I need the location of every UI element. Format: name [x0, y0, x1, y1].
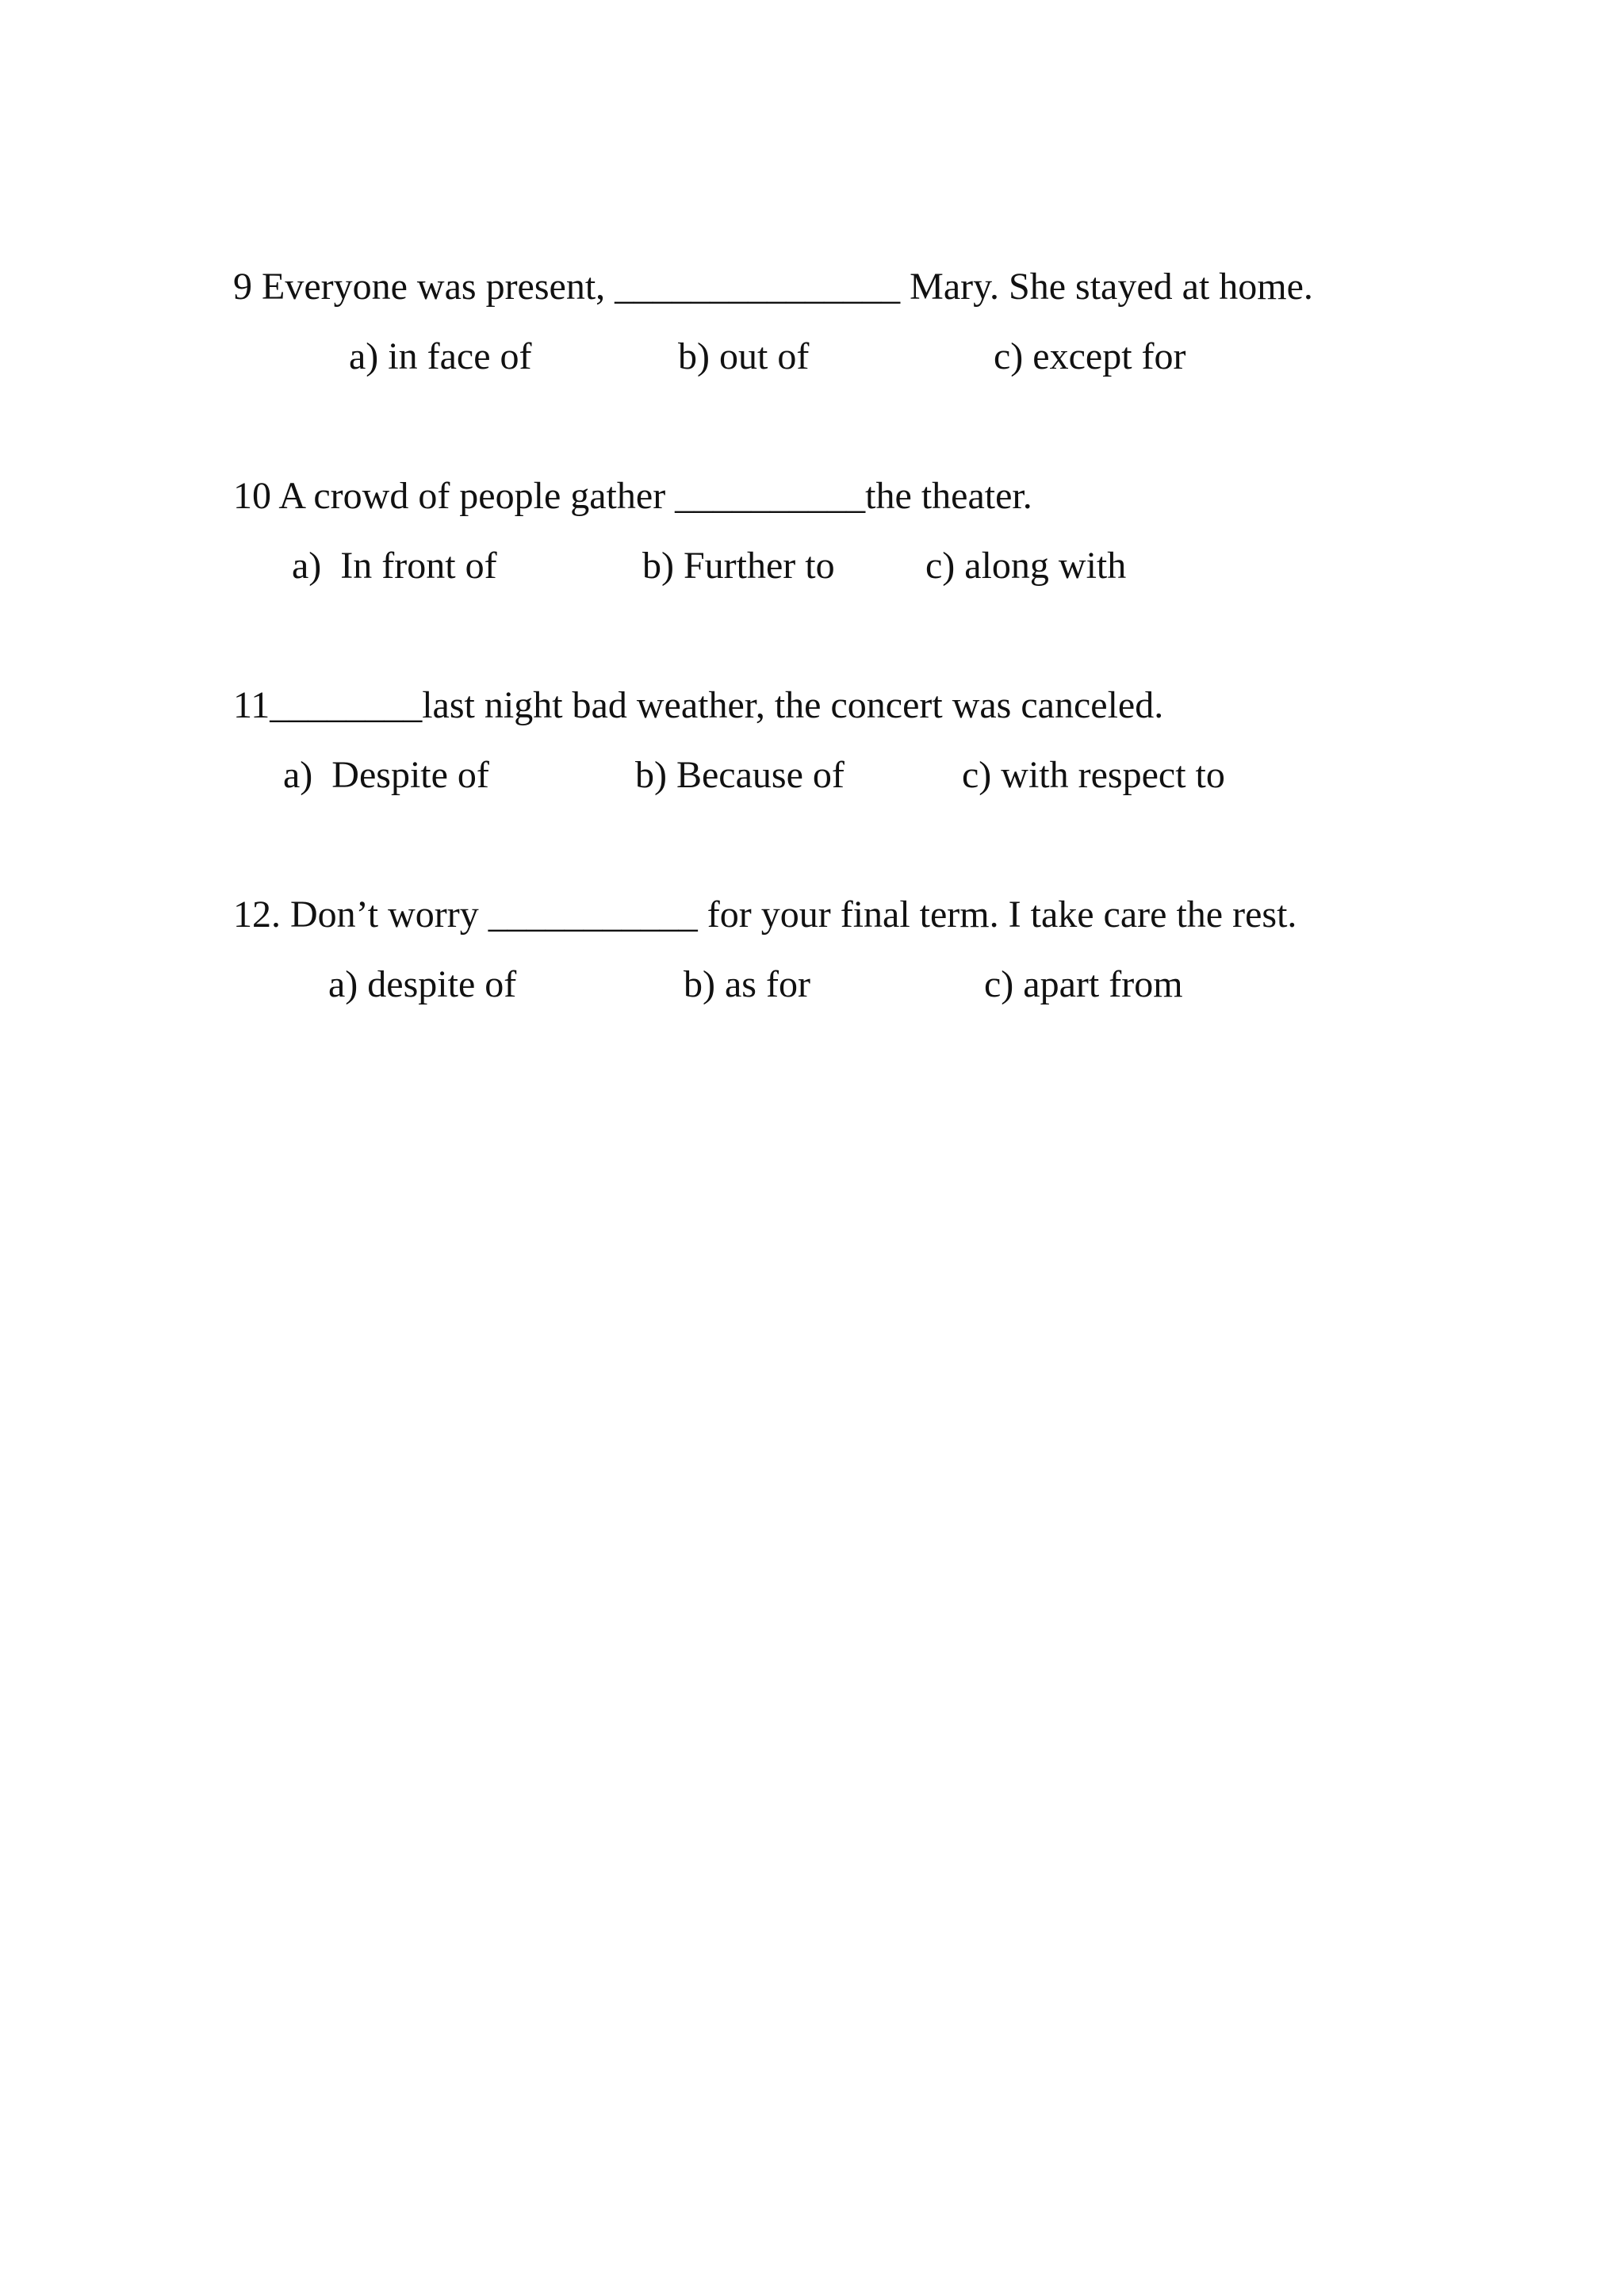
- question-9-option-b: b) out of: [678, 335, 810, 377]
- question-11-stem: 11________last night bad weather, the concert was canceled.: [233, 684, 1164, 726]
- question-11-option-a: a) Despite of: [283, 754, 489, 796]
- question-11-option-b: b) Because of: [635, 754, 845, 796]
- question-9-stem: 9 Everyone was present, _______________ Mary. She stayed at home.: [233, 266, 1313, 308]
- question-10-option-a: a) In front of: [292, 545, 497, 587]
- question-9-option-a: a) in face of: [349, 335, 532, 377]
- question-10-option-b: b) Further to: [642, 545, 835, 587]
- question-12-stem: 12. Don’t worry ___________ for your final term. I take care the rest.: [233, 894, 1297, 936]
- question-9-option-c: c) except for: [994, 335, 1186, 377]
- question-12-option-b: b) as for: [684, 963, 810, 1005]
- question-10-option-c: c) along with: [925, 545, 1127, 587]
- question-12-option-c: c) apart from: [984, 963, 1183, 1005]
- question-11-option-c: c) with respect to: [962, 754, 1225, 796]
- question-10-stem: 10 A crowd of people gather __________the theater.: [233, 475, 1032, 517]
- question-12-option-a: a) despite of: [328, 963, 517, 1005]
